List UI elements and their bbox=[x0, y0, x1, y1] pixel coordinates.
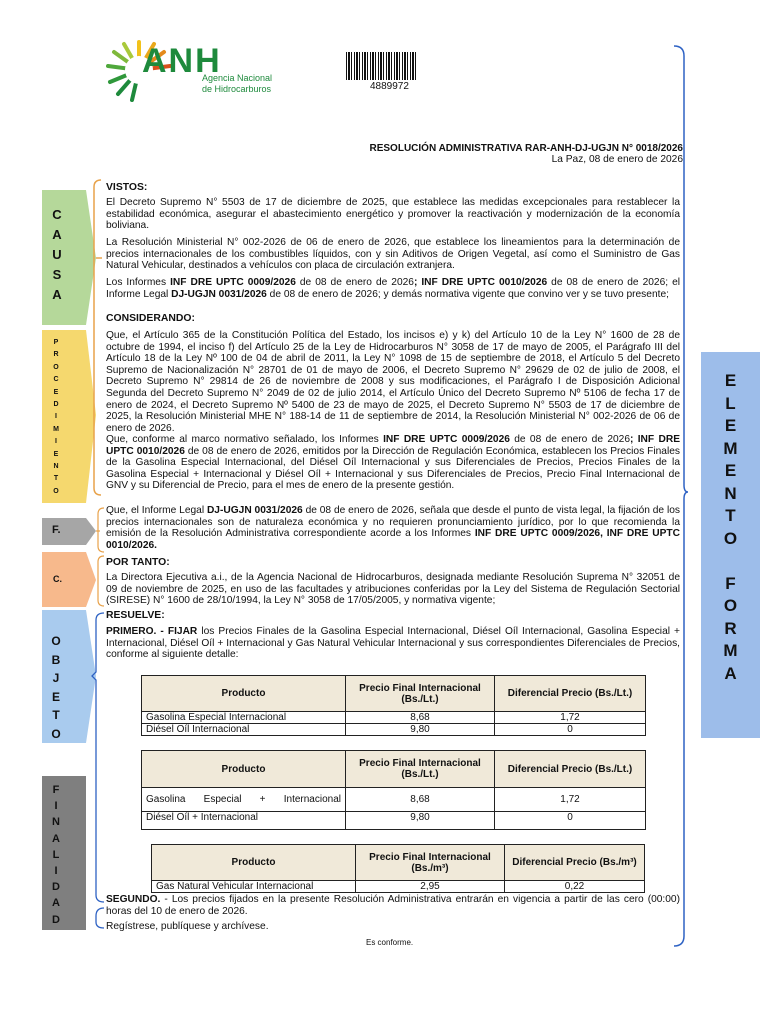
table1-header-producto: Producto bbox=[142, 676, 346, 712]
table2-header-producto: Producto bbox=[142, 751, 346, 788]
table2-cell: 0 bbox=[495, 812, 646, 830]
table1-cell: 9,80 bbox=[346, 724, 495, 736]
considerando-p2: Que, conforme al marco normativo señalado, los Informes INF DRE UPTC 0009/2026 de 08 de enero de 2026; INF DRE UPTC 0010/2026 de 08 de enero de 2026, emitidos por la Dirección de Regulación Económica, establecen los Precios Finales de la Gasolina Especial Internacional, del Diésel Oíl Internacional y sus Diferenciales de Precios, Precios Finales de la Gasolina Especial + Internacional y Diésel Oíl + Internacional y sus Diferenciales de Precios, Precio Final Internacional de GNV y su Diferencial de Precio, para el mes de enero de la presente gestión. bbox=[106, 434, 680, 492]
table-row bbox=[152, 881, 645, 893]
table2-cell: 1,72 bbox=[495, 788, 646, 812]
vistos-p2: La Resolución Ministerial N° 002-2026 de 06 de enero de 2026, que establece los lineamientos para la determinación de precios internacionales de los combustibles líquidos, con y sin Aditivos de Origen Vegetal, así como el Suministro de Gas Natural Vehicular, destinados a vehículos con placa de circulación extranjera. bbox=[106, 237, 680, 272]
table3-header-producto: Producto bbox=[152, 845, 356, 881]
resolution-title: RESOLUCIÓN ADMINISTRATIVA RAR-ANH-DJ-UGJN N° 0018/2026 bbox=[369, 143, 683, 154]
objeto-label: O B J E T O bbox=[51, 634, 61, 741]
price-table-3 bbox=[151, 844, 645, 893]
table2-cell: Gasolina Especial + Internacional bbox=[142, 788, 346, 812]
table-row bbox=[142, 788, 646, 812]
table2-cell: Diésel Oíl + Internacional bbox=[142, 812, 346, 830]
finalidad-label: F I N A L I D A D bbox=[52, 784, 60, 926]
price-table-1 bbox=[141, 675, 646, 736]
procedimiento-label: P R O C E D I M I E N T O bbox=[53, 339, 59, 495]
anh-logo bbox=[104, 38, 290, 102]
logo-line1: Agencia Nacional bbox=[202, 73, 273, 83]
table-row bbox=[142, 712, 646, 724]
logo-acronym: ANH bbox=[142, 42, 222, 80]
vistos-p1: El Decreto Supremo N° 5503 de 17 de diciembre de 2025, que establece las medidas excepcionales para restablecer la estabilidad económica, asegurar el abastecimiento energético y promover la reactivación y modernización de la economía boliviana. bbox=[106, 197, 680, 232]
price-table-2 bbox=[141, 750, 646, 830]
resuelve-heading: RESUELVE: bbox=[106, 610, 165, 621]
table1-cell: 8,68 bbox=[346, 712, 495, 724]
primero-paragraph: PRIMERO. - FIJAR los Precios Finales de la Gasolina Especial Internacional, Diésel Oíl Internacional, Gasolina Especial + Internacional, Diésel Oíl + Internacional y Gas Natural Vehicular Internacional y sus correspondientes Diferenciales de Precios, conforme al siguiente detalle: bbox=[106, 626, 680, 661]
table3-cell: 2,95 bbox=[356, 881, 505, 893]
por-tanto-heading: POR TANTO: bbox=[106, 557, 170, 568]
table2-cell: 8,68 bbox=[346, 788, 495, 812]
barcode bbox=[346, 52, 416, 80]
considerando-p1: Que, el Artículo 365 de la Constitución Política del Estado, los incisos e) y k) del Artículo 10 de la Ley N° 1600 de 28 de octubre de 1994, el inciso f) del Artículo 25 de la Ley de Hidrocarburos N° 3058 de 17 de mayo de 2005, el Parágrafo III del Artículo 18 de la Ley Nº 100 de 04 de abril de 2011, la Ley N° 1098 de 15 de septiembre de 2018, el Artículo 5 del Decreto Supremo de Nacionalización N° 28701 de 01 de mayo de 2006, el Decreto Supremo N° 29629 de 02 de julio de 2008, el Decreto Supremo N° 29814 de 26 de noviembre de 2008 y sus modificaciones, el Parágrafo I de Disposición Adicional Segunda del Decreto Supremo N° 2049 de 02 de julio 2014, el Artículo Único del Decreto Supremo Nº 5106 de fecha 17 de enero de 2024, el Decreto Supremo Nº 5400 de 23 de mayo de 2025, el Decreto Supremo N° 5503 de 17 de diciembre de 2025, la Resolución Ministerial MHE N° 188-14 de 11 de septiembre de 2014, la Resolución Ministerial N° 002-2026 de 06 de enero de 2026. bbox=[106, 330, 680, 434]
elemento-forma-label: E L E M E N T O F O R M A bbox=[701, 352, 760, 738]
table-row bbox=[142, 724, 646, 736]
segundo-paragraph: SEGUNDO. - Los precios fijados en la presente Resolución Administrativa entrarán en vigencia a partir de las cero (00:00) horas del 10 de enero de 2026. bbox=[106, 894, 680, 917]
logo-line2: de Hidrocarburos bbox=[202, 84, 272, 94]
table1-header-diferencial: Diferencial Precio (Bs./Lt.) bbox=[495, 676, 646, 712]
table1-cell: Gasolina Especial Internacional bbox=[142, 712, 346, 724]
causa-label: C A U S A bbox=[52, 207, 62, 302]
f-label: F. bbox=[52, 524, 61, 536]
table2-header-diferencial: Diferencial Precio (Bs./Lt.) bbox=[495, 751, 646, 788]
por-tanto-p1: La Directora Ejecutiva a.i., de la Agencia Nacional de Hidrocarburos, designada mediante Resolución Suprema N° 32051 de 09 de noviembre de 2025, en uso de las facultades y atribuciones conferidas por la Ley del Sistema de Regulación Sectorial (SIRESE) N° 1600 de 28/10/1994, la Ley N° 3058 de 17/05/2005, y normativa vigente; bbox=[106, 572, 680, 607]
table2-cell: 9,80 bbox=[346, 812, 495, 830]
table1-cell: Diésel Oíl Internacional bbox=[142, 724, 346, 736]
vistos-p3: Los Informes INF DRE UPTC 0009/2026 de 08 de enero de 2026; INF DRE UPTC 0010/2026 de 08 de enero de 2026; el Informe Legal DJ-UGJN 0031/2026 de 08 de enero de 2026; y demás normativa vigente que convino ver y se tuvo presente; bbox=[106, 277, 680, 300]
barcode-number: 4889972 bbox=[370, 81, 409, 92]
table-row bbox=[142, 812, 646, 830]
table1-header-precio: Precio Final Internacional (Bs./Lt.) bbox=[346, 676, 495, 712]
right-bracket bbox=[672, 40, 688, 950]
table3-header-precio: Precio Final Internacional (Bs./m³) bbox=[356, 845, 505, 881]
c-label: C. bbox=[53, 574, 62, 584]
table3-cell: Gas Natural Vehicular Internacional bbox=[152, 881, 356, 893]
table1-cell: 1,72 bbox=[495, 712, 646, 724]
footer-text: Es conforme. bbox=[366, 938, 414, 947]
considerando-p3: Que, el Informe Legal DJ-UGJN 0031/2026 de 08 de enero de 2026, señala que desde el punto de vista legal, la fijación de los precios internacionales son de naturaleza económica y no requieren pronunciamiento jurídico, por lo que recomienda la emisión de la Resolución Administrativa correspondiente acorde a los Informes INF DRE UPTC 0009/2026, INF DRE UPTC 0010/2026. bbox=[106, 505, 680, 551]
table3-cell: 0,22 bbox=[505, 881, 645, 893]
resolution-date: La Paz, 08 de enero de 2026 bbox=[551, 154, 683, 165]
closing-text: Regístrese, publíquese y archívese. bbox=[106, 921, 269, 932]
table2-header-precio: Precio Final Internacional (Bs./Lt.) bbox=[346, 751, 495, 788]
vistos-heading: VISTOS: bbox=[106, 182, 148, 193]
considerando-heading: CONSIDERANDO: bbox=[106, 313, 195, 324]
table1-cell: 0 bbox=[495, 724, 646, 736]
table3-header-diferencial: Diferencial Precio (Bs./m³) bbox=[505, 845, 645, 881]
